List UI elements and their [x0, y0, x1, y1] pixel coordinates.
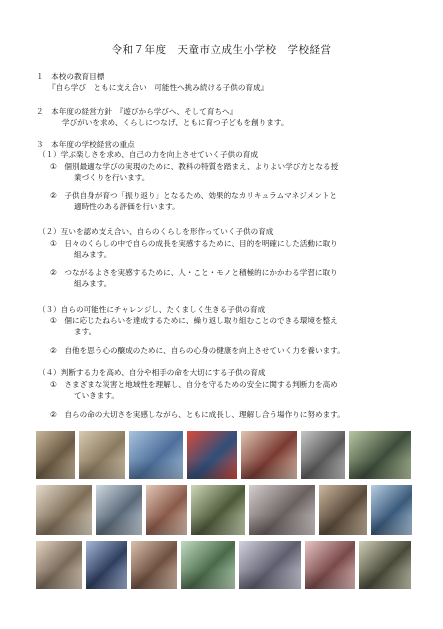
activity-photo	[35, 430, 76, 480]
activity-photo	[85, 540, 128, 590]
goal-3-heading: （３）自らの可能性にチャレンジし、たくましく生きる子供の育成	[38, 305, 266, 314]
goal-2-heading: （２）互いを認め支え合い、自らのくらしを形作っていく子供の育成	[38, 227, 274, 236]
activity-photo	[348, 430, 412, 480]
activity-photo	[238, 540, 302, 590]
page-title: 令和７年度 天童市立成生小学校 学校経営	[111, 44, 332, 56]
activity-photo	[128, 430, 184, 480]
goal-1-item-2: ② 子供自身が育つ「振り返り」となるため、効果的なカリキュラムマネジメントと	[50, 191, 338, 200]
section-2-text: 学びがいを求め、くらしにつなげ、ともに育つ子どもを創ります。	[62, 118, 289, 127]
goal-1-item-1: ① 個別最適な学びの実現のために、教科の特質を踏まえ、よりよい学び方となる授	[50, 162, 339, 171]
activity-photo	[186, 430, 238, 480]
activity-photo	[35, 484, 93, 536]
goal-3-item-2: ② 自他を思う心の醸成のために、自らの心身の健康を向上させていく力を養います。	[50, 346, 345, 355]
activity-photo	[145, 484, 188, 536]
goal-2-item-1: ① 日々のくらしの中で自らの成長を実感するために、目的を明確にした活動に取り	[50, 239, 338, 248]
goal-1-item-1-cont: 業づくりを行います。	[74, 173, 150, 182]
goal-1-heading: （１）学ぶ楽しさを求め、自己の力を向上させていく子供の育成	[38, 150, 258, 159]
activity-photo	[130, 540, 178, 590]
section-3-heading: ３ 本年度の学校経営の重点	[36, 140, 135, 149]
goal-3-item-1: ① 個に応じたねらいを達成するために、繰り返し取り組むことのできる環境を整え	[50, 316, 338, 325]
activity-photo	[190, 484, 246, 536]
activity-photo	[240, 430, 298, 480]
activity-photo	[35, 540, 83, 590]
goal-2-item-2: ② つながるよさを実感するために、人・こと・モノと積極的にかかわる学習に取り	[50, 268, 338, 277]
goal-2-item-2-cont: 組みます。	[74, 279, 112, 288]
activity-photo	[180, 540, 236, 590]
activity-photo	[248, 484, 316, 536]
activity-photo	[300, 430, 346, 480]
goal-4-heading: （４）判断する力を高め、自分や相手の命を大切にする子供の育成	[38, 368, 266, 377]
activity-photo	[304, 540, 356, 590]
section-1-heading: １ 本校の教育目標	[36, 72, 105, 81]
section-1-text: 『自ら学び ともに支え合い 可能性へ挑み続ける子供の育成』	[48, 83, 269, 92]
goal-3-item-1-cont: ます。	[74, 327, 97, 336]
photo-collage	[35, 430, 413, 590]
goal-1-item-2-cont: 適時性のある評価を行います。	[74, 202, 180, 211]
activity-photo	[318, 484, 368, 536]
activity-photo	[78, 430, 126, 480]
goal-4-item-2: ② 自らの命の大切さを実感しながら、ともに成長し、理解し合う場作りに努めます。	[50, 410, 345, 419]
activity-photo	[358, 540, 412, 590]
goal-4-item-1-cont: ていきます。	[74, 391, 119, 400]
goal-2-item-1-cont: 組みます。	[74, 250, 112, 259]
activity-photo	[370, 484, 413, 536]
goal-4-item-1: ① さまざまな災害と地域性を理解し、自分を守るための安全に関する判断力を高め	[50, 380, 338, 389]
activity-photo	[95, 484, 143, 536]
section-2-heading: ２ 本年度の経営方針 『遊びから学びへ、そして育ちへ』	[36, 107, 238, 116]
